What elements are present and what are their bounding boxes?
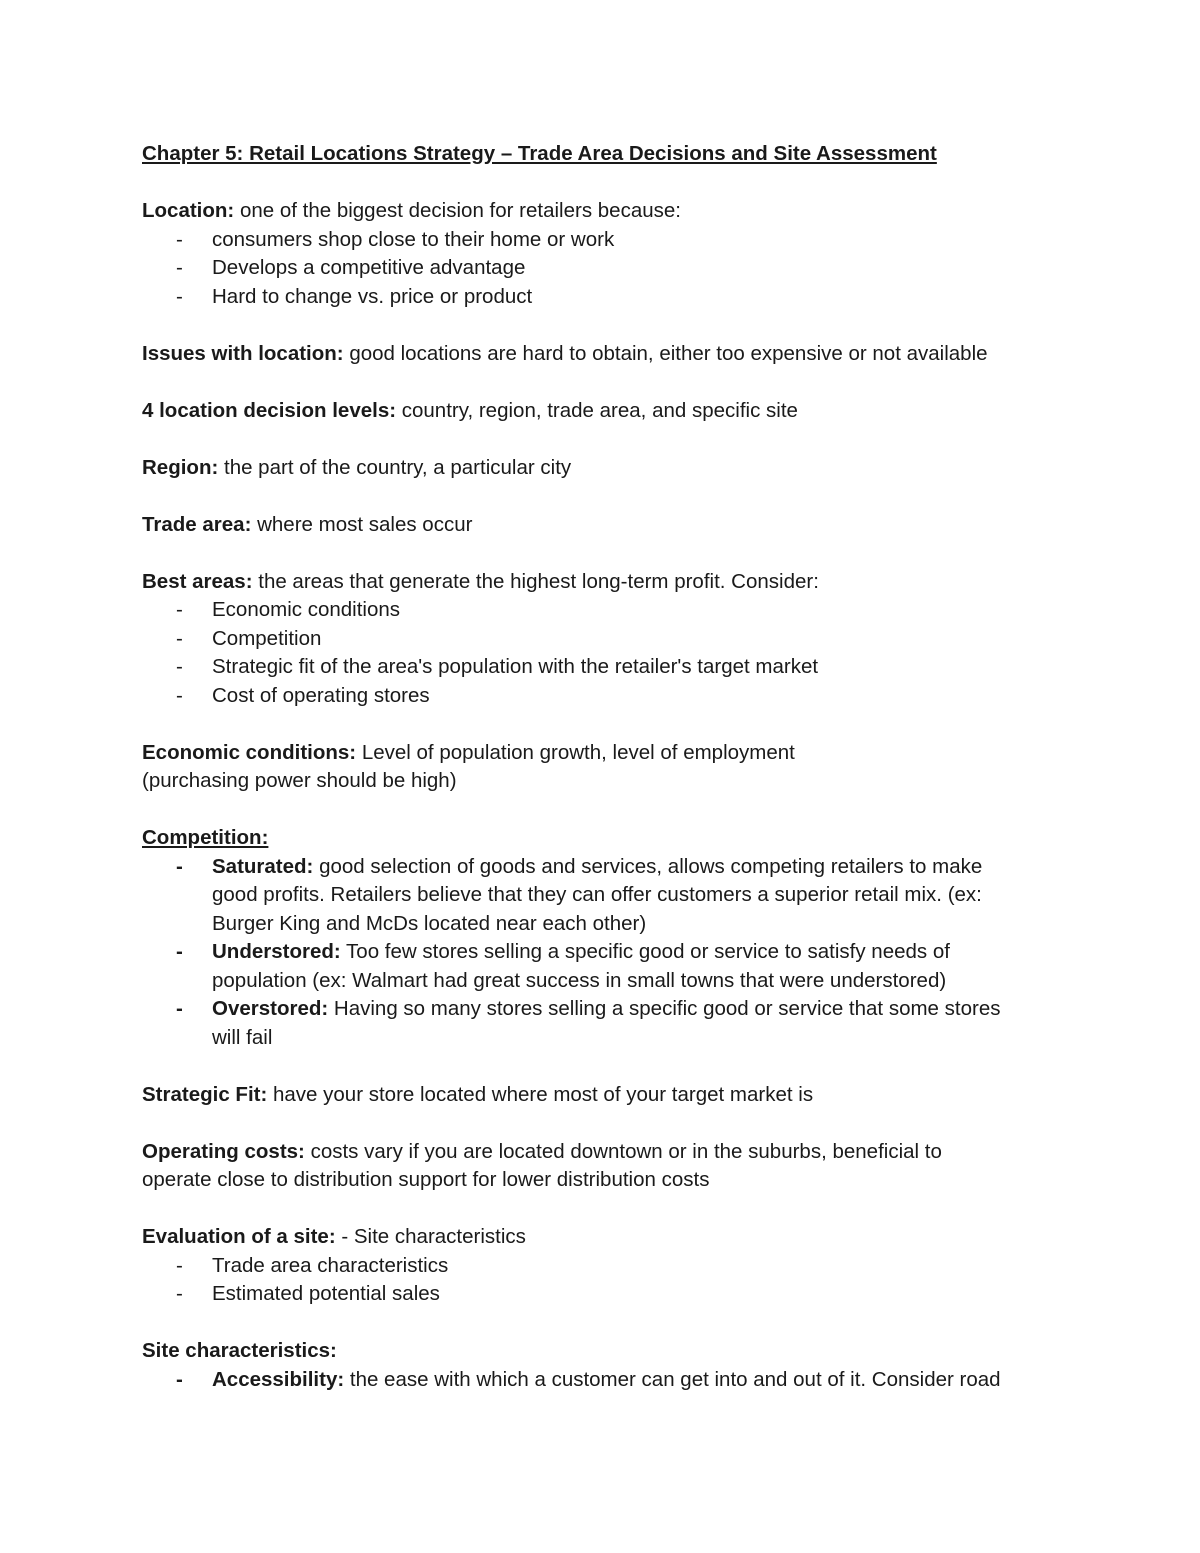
list-item: - Economic conditions (176, 598, 401, 621)
list-item-continuation: good profits. Retailers believe that they can offer customers a superior retail mix. (ex: (212, 883, 982, 906)
list-item: - Estimated potential sales (176, 1282, 440, 1305)
list-item: - consumers shop close to their home or work (176, 227, 615, 251)
list-item-accessibility: - Accessibility: the ease with which a customer can get into and out of it. Consider road (176, 1367, 1001, 1391)
region-definition: Region: the part of the country, a particular city (142, 455, 572, 479)
operating-costs-continuation: operate close to distribution support for lower distribution costs (142, 1168, 710, 1191)
site-characteristics-heading: Site characteristics: (142, 1339, 337, 1362)
document-content (142, 140, 1062, 1394)
trade-area-definition: Trade area: where most sales occur (142, 512, 473, 536)
list-item-understored: - Understored: Too few stores selling a specific good or service to satisfy needs of (176, 940, 950, 963)
list-item-saturated: - Saturated: good selection of goods and services, allows competing retailers to make (176, 854, 983, 878)
competition-heading: Competition: (142, 826, 269, 849)
list-item: - Hard to change vs. price or product (176, 284, 533, 308)
levels-definition: 4 location decision levels: country, region, trade area, and specific site (142, 398, 798, 422)
list-item-continuation: Burger King and McDs located near each other) (212, 911, 647, 935)
page-title: Chapter 5: Retail Locations Strategy – Trade Area Decisions and Site Assessment (142, 142, 937, 165)
list-item: - Cost of operating stores (176, 683, 430, 707)
economic-note: (purchasing power should be high) (142, 769, 457, 792)
list-item-continuation: will fail (212, 1025, 273, 1049)
list-item-continuation: population (ex: Walmart had great success in small towns that were understored) (212, 968, 947, 992)
list-item: - Trade area characteristics (176, 1253, 449, 1277)
operating-costs-definition: Operating costs: costs vary if you are located downtown or in the suburbs, beneficial to (142, 1139, 942, 1163)
issues-definition: Issues with location: good locations are hard to obtain, either too expensive or not available (142, 341, 988, 365)
economic-definition: Economic conditions: Level of population growth, level of employment (142, 740, 795, 764)
list-item: - Competition (176, 626, 322, 650)
list-item-overstored: - Overstored: Having so many stores selling a specific good or service that some stores (176, 997, 1001, 1020)
list-item: - Strategic fit of the area's population with the retailer's target market (176, 655, 819, 678)
best-areas-definition: Best areas: the areas that generate the highest long-term profit. Consider: (142, 569, 819, 593)
evaluation-definition: Evaluation of a site: - Site characteristics (142, 1225, 526, 1248)
strategic-fit-definition: Strategic Fit: have your store located where most of your target market is (142, 1082, 814, 1106)
list-item: - Develops a competitive advantage (176, 256, 526, 279)
location-definition: Location: one of the biggest decision for retailers because: (142, 199, 681, 222)
